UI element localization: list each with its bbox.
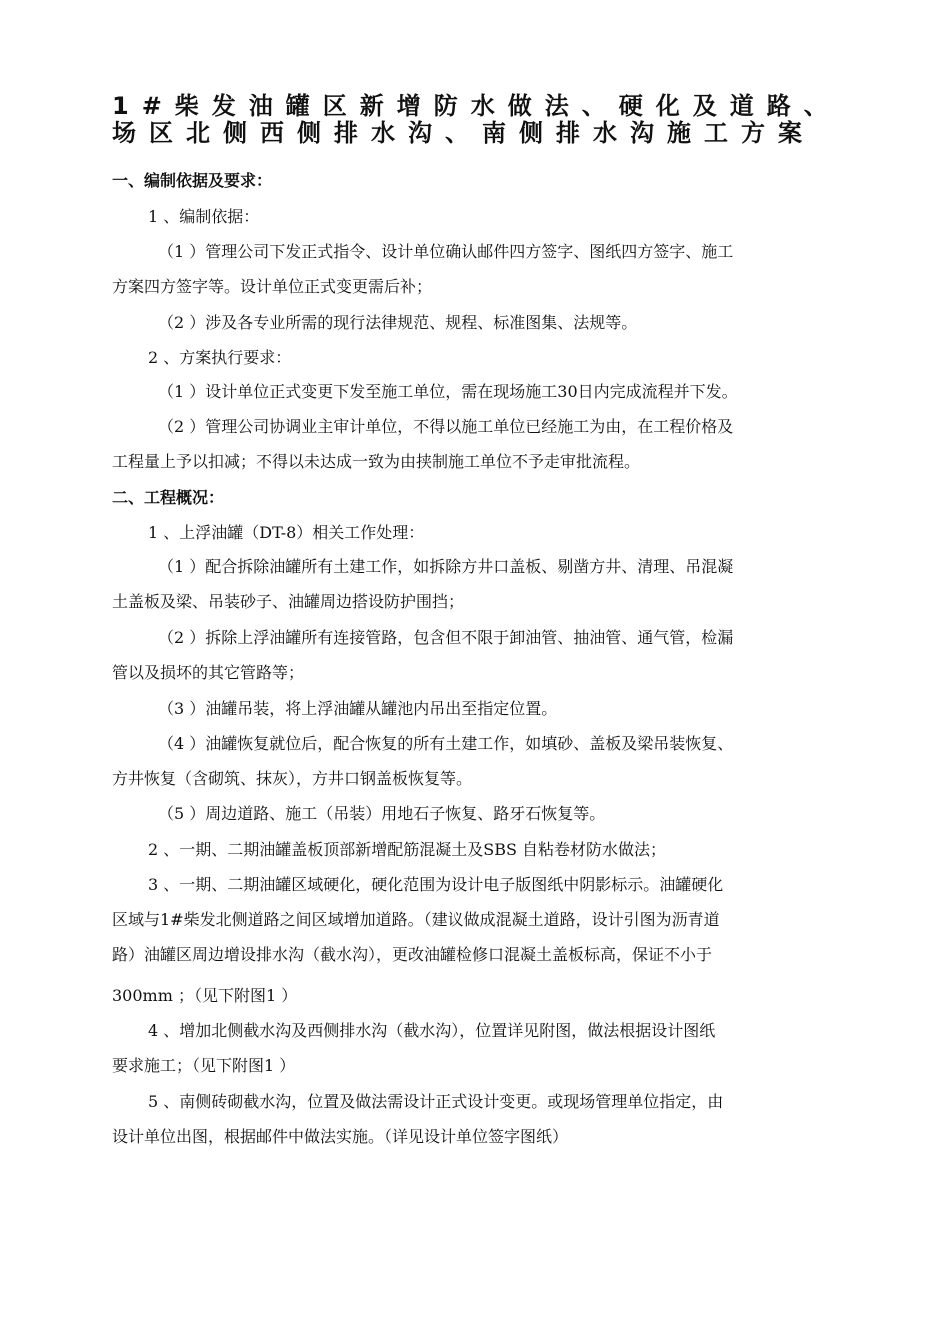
paragraph-overview-item-1: 1 、上浮油罐（DT-8）相关工作处理： bbox=[148, 523, 425, 542]
paragraph-requirement-sub-2-line-1: （2 ）管理公司协调业主审计单位，不得以施工单位已经施工为由，在工程价格及 bbox=[158, 417, 734, 436]
document-title-line-2: 场区北侧西侧排水沟、南侧排水沟施工方案 bbox=[112, 119, 815, 147]
section-heading-overview: 二、工程概况： bbox=[112, 488, 225, 507]
paragraph-requirement-sub-2-line-2: 工程量上予以扣减；不得以未达成一致为由挟制施工单位不予走审批流程。 bbox=[112, 452, 641, 471]
paragraph-requirement-item-2: 2 、方案执行要求： bbox=[148, 348, 292, 367]
paragraph-overview-sub-1-line-2: 土盖板及梁、吊装砂子、油罐周边搭设防护围挡； bbox=[112, 592, 465, 611]
paragraph-overview-sub-3: （3 ）油罐吊装，将上浮油罐从罐池内吊出至指定位置。 bbox=[158, 699, 558, 718]
paragraph-overview-item-4-line-1: 4 、增加北侧截水沟及西侧排水沟（截水沟），位置详见附图，做法根据设计图纸 bbox=[148, 1021, 716, 1040]
paragraph-overview-sub-4-line-1: （4 ）油罐恢复就位后，配合恢复的所有土建工作，如填砂、盖板及梁吊装恢复、 bbox=[158, 734, 734, 753]
paragraph-overview-sub-2-line-2: 管以及损坏的其它管路等； bbox=[112, 663, 305, 682]
paragraph-basis-sub-1-line-2: 方案四方签字等。设计单位正式变更需后补； bbox=[112, 277, 433, 296]
paragraph-basis-sub-1-line-1: （1 ）管理公司下发正式指令、设计单位确认邮件四方签字、图纸四方签字、施工 bbox=[158, 242, 734, 261]
paragraph-requirement-sub-1: （1 ）设计单位正式变更下发至施工单位，需在现场施工30日内完成流程并下发。 bbox=[158, 382, 738, 401]
paragraph-overview-sub-2-line-1: （2 ）拆除上浮油罐所有连接管路，包含但不限于卸油管、抽油管、通气管，检漏 bbox=[158, 628, 734, 647]
paragraph-overview-sub-4-line-2: 方井恢复（含砌筑、抹灰），方井口钢盖板恢复等。 bbox=[112, 769, 473, 788]
section-heading-basis: 一、编制依据及要求： bbox=[112, 171, 273, 190]
paragraph-overview-item-5-line-1: 5 、南侧砖砌截水沟，位置及做法需设计正式设计变更。或现场管理单位指定，由 bbox=[148, 1092, 724, 1111]
paragraph-overview-item-3-line-1: 3 、一期、二期油罐区域硬化，硬化范围为设计电子版图纸中阴影标示。油罐硬化 bbox=[148, 875, 724, 894]
paragraph-overview-item-3-line-2: 区域与1#柴发北侧道路之间区域增加道路。（建议做成混凝土道路，设计引图为沥青道 bbox=[112, 910, 720, 929]
paragraph-basis-sub-2: （2 ）涉及各专业所需的现行法律规范、规程、标准图集、法规等。 bbox=[158, 313, 638, 332]
paragraph-overview-item-5-line-2: 设计单位出图，根据邮件中做法实施。（详见设计单位签字图纸） bbox=[112, 1127, 569, 1146]
paragraph-overview-item-2: 2 、一期、二期油罐盖板顶部新增配筋混凝土及SBS 自粘卷材防水做法； bbox=[148, 840, 667, 859]
document-title-line-1: 1#柴发油罐区新增防水做法、硬化及道路、 bbox=[112, 92, 841, 120]
paragraph-basis-item-1: 1 、编制依据： bbox=[148, 207, 260, 226]
paragraph-overview-item-4-line-2: 要求施工；（见下附图1 ） bbox=[112, 1056, 296, 1075]
paragraph-overview-sub-1-line-1: （1 ）配合拆除油罐所有土建工作，如拆除方井口盖板、剔凿方井、清理、吊混凝 bbox=[158, 557, 734, 576]
paragraph-overview-sub-5: （5 ）周边道路、施工（吊装）用地石子恢复、路牙石恢复等。 bbox=[158, 804, 606, 823]
paragraph-overview-item-3-line-4: 300mm ；（见下附图1 ） bbox=[112, 986, 298, 1005]
paragraph-overview-item-3-line-3: 路）油罐区周边增设排水沟（截水沟），更改油罐检修口混凝土盖板标高，保证不小于 bbox=[112, 945, 713, 964]
